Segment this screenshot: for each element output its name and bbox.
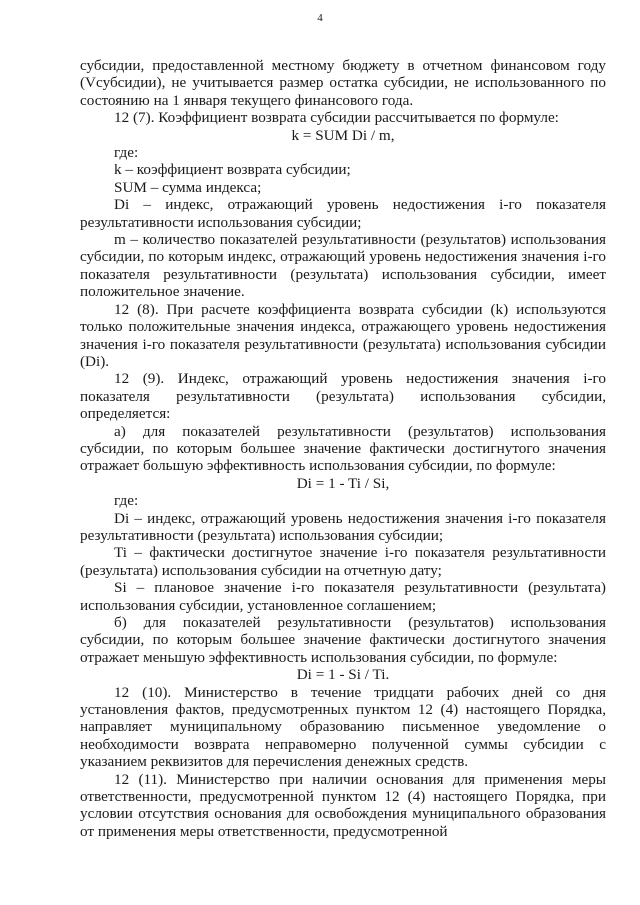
paragraph: 12 (11). Министерство при наличии основания для применения меры ответственности, предусмотренной пунктом 12 (4) настоящего Порядка, при условии отсутствия основания для освобождения муниципального образования от применения меры ответственности, предусмотренной	[80, 770, 606, 840]
formula: Di = 1 - Ti / Si,	[296, 474, 390, 492]
paragraph: 12 (8). При расчете коэффициента возврата субсидии (k) используются только положительные значения индекса, отражающего уровень недостижения значения i-го показателя результативности (результата) использования субсидии (Di).	[80, 300, 606, 370]
paragraph: Si – плановое значение i-го показателя результативности (результата) использования субсидии, установленное соглашением;	[80, 579, 606, 614]
paragraph: 12 (9). Индекс, отражающий уровень недостижения значения i-го показателя результативности (результата) использования субсидии, определяется:	[80, 370, 606, 423]
paragraph: 12 (7). Коэффициент возврата субсидии рассчитывается по формуле:	[114, 109, 559, 127]
paragraph: субсидии, предоставленной местному бюджету в отчетном финансовом году (Vсубсидии), не учитывается размер остатка субсидии, не использованного по состоянию на 1 января текущего финансового года.	[80, 57, 606, 109]
document-body	[80, 57, 606, 840]
where-label: где:	[114, 492, 139, 510]
paragraph: k – коэффициент возврата субсидии;	[114, 161, 351, 179]
page-number: 4	[317, 12, 323, 24]
paragraph: а) для показателей результативности (результатов) использования субсидии, по которым большее значение фактически достигнутого значения отражает большую эффективность использования субсидии, по формуле:	[80, 422, 606, 475]
paragraph: б) для показателей результативности (результатов) использования субсидии, по которым большее значение фактически достигнутого значения отражает меньшую эффективность использования субсидии, по формуле:	[80, 614, 606, 666]
formula: k = SUM Di / m,	[291, 126, 395, 144]
paragraph: Di – индекс, отражающий уровень недостижения значения i-го показателя результативности (результата) использования субсидии;	[80, 509, 606, 544]
paragraph: 12 (10). Министерство в течение тридцати рабочих дней со дня установления фактов, предусмотренных пунктом 12 (4) настоящего Порядка, направляет муниципальному образованию письменное уведомление о необходимости возврата неправомерно полученной суммы субсидии с указанием реквизитов для перечисления денежных средств.	[80, 683, 606, 771]
paragraph: Di – индекс, отражающий уровень недостижения i-го показателя результативности использования субсидии;	[80, 196, 606, 231]
formula: Di = 1 - Si / Ti.	[296, 666, 390, 684]
paragraph: m – количество показателей результативности (результатов) использования субсидии, по которым индекс, отражающий уровень недостижения значения i-го показателя результативности (результата) использования субсидии, имеет положительное значение.	[80, 231, 606, 301]
paragraph: Ti – фактически достигнутое значение i-го показателя результативности (результата) использования субсидии на отчетную дату;	[80, 544, 606, 579]
paragraph: SUM – сумма индекса;	[114, 178, 262, 196]
where-label: где:	[114, 144, 139, 162]
